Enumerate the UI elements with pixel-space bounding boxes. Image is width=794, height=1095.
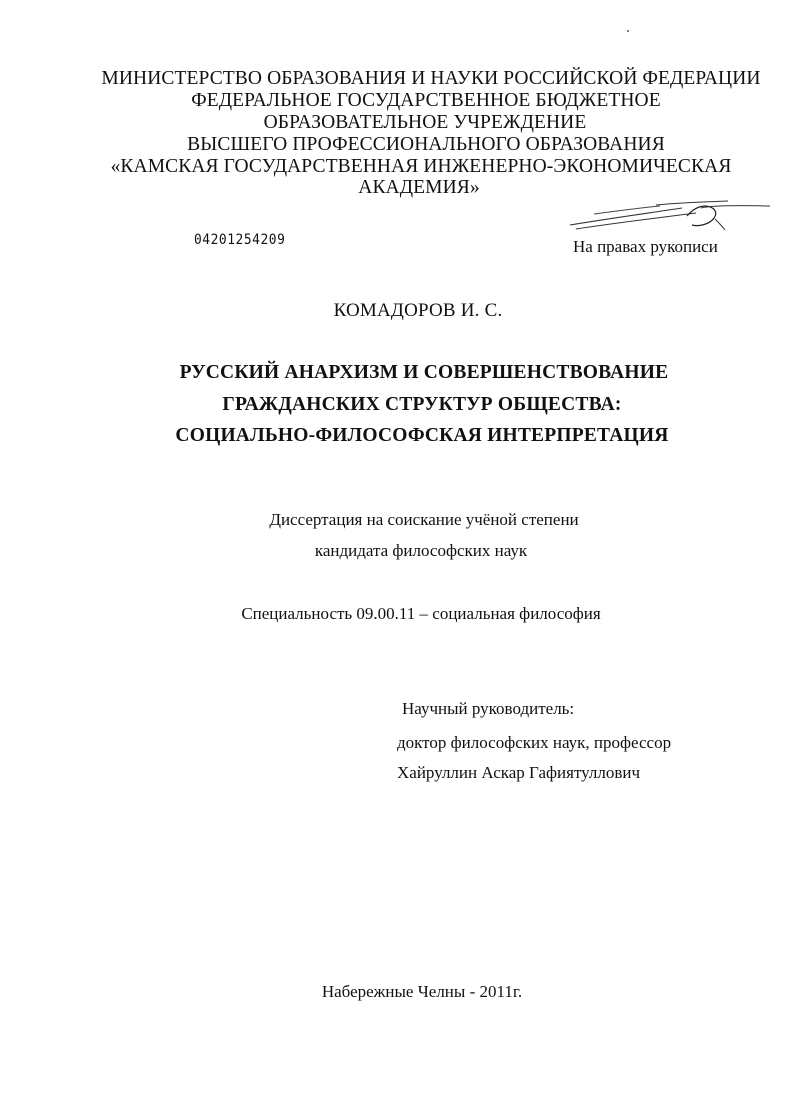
header-line-higher-education: ВЫСШЕГО ПРОФЕССИОНАЛЬНОГО ОБРАЗОВАНИЯ <box>187 134 665 155</box>
manuscript-rights-label: На правах рукописи <box>573 237 718 256</box>
title-line-1: РУССКИЙ АНАРХИЗМ И СОВЕРШЕНСТВОВАНИЕ <box>179 362 669 383</box>
title-line-3: СОЦИАЛЬНО-ФИЛОСОФСКАЯ ИНТЕРПРЕТАЦИЯ <box>175 425 669 446</box>
author-name: КОМАДОРОВ И. С. <box>333 300 503 321</box>
advisor-degree: доктор философских наук, профессор <box>397 733 672 752</box>
title-line-2: ГРАЖДАНСКИХ СТРУКТУР ОБЩЕСТВА: <box>222 394 622 415</box>
document-number: 04201254209 <box>194 232 286 248</box>
header-line-academy: АКАДЕМИЯ» <box>358 177 480 198</box>
degree-line-1: Диссертация на соискание учёной степени <box>269 510 579 529</box>
degree-line-2: кандидата философских наук <box>314 541 528 560</box>
header-line-ministry: МИНИСТЕРСТВО ОБРАЗОВАНИЯ И НАУКИ РОССИЙСКОЙ ФЕДЕРАЦИИ <box>101 68 761 89</box>
city-and-year: Набережные Челны - 2011г. <box>321 982 523 1001</box>
header-line-academy-name: «КАМСКАЯ ГОСУДАРСТВЕННАЯ ИНЖЕНЕРНО-ЭКОНОМИЧЕСКАЯ <box>110 156 732 177</box>
advisor-name: Хайруллин Аскар Гафиятуллович <box>397 763 641 782</box>
signature-image <box>564 196 774 236</box>
specialty: Специальность 09.00.11 – социальная философия <box>241 604 601 623</box>
header-line-institution: ОБРАЗОВАТЕЛЬНОЕ УЧРЕЖДЕНИЕ <box>263 112 587 133</box>
advisor-label: Научный руководитель: <box>402 699 575 718</box>
scan-dot <box>627 30 629 32</box>
header-line-federal: ФЕДЕРАЛЬНОЕ ГОСУДАРСТВЕННОЕ БЮДЖЕТНОЕ <box>191 90 661 111</box>
